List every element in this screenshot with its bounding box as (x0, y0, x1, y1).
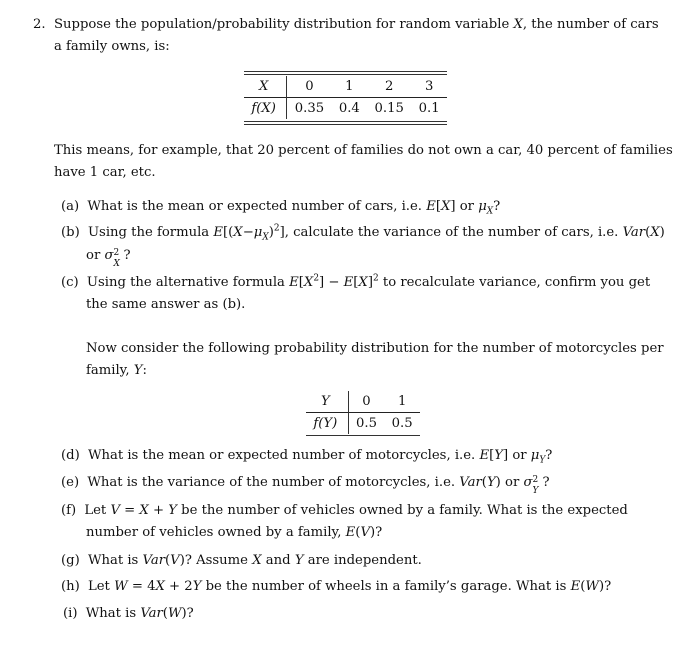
table-x-value-cell: 0.35 (287, 98, 332, 120)
problem-intro-line2: a family owns, is: (54, 39, 170, 54)
part-b-continued: or σ 2 X ? (86, 248, 131, 269)
table-x-header-cell: 3 (424, 79, 434, 94)
table-x-value-row (244, 98, 447, 120)
table-y-value-cell: 0.5 (348, 413, 384, 435)
table-y-value-cell: 0.5 (384, 413, 420, 435)
part-d-label: (d) (61, 448, 80, 463)
part-b-label: (b) (61, 225, 80, 240)
part-c: (c) Using the alternative formula $E[X^2] - E[X]^2$ to recalculate variance, confirm you get (61, 273, 651, 290)
part-a-label: (a) (61, 199, 80, 214)
problem-number: 2. (33, 17, 46, 32)
table-x-header-cell: 1 (345, 79, 354, 94)
table-y-header-cell: 1 (397, 394, 407, 409)
table-y-header-row (306, 391, 420, 413)
part-e-label: (e) (61, 475, 80, 490)
table-y-value-row (306, 413, 420, 435)
table-x-header-cell: 0 (305, 79, 314, 94)
motorcycle-line1: Now consider the following probability distribution for the number of motorcycles per (86, 341, 664, 356)
table-x-value-cell: 0.4 (332, 98, 368, 120)
table-y-header-label: Y (306, 391, 348, 413)
part-g-label: (g) (61, 553, 80, 568)
part-b: (b) Using the formula $E[(X-\mu_X)^2]$, calculate the variance of the number of cars, i.e. Var(X) (61, 223, 665, 243)
explanation-line1: This means, for example, that 20 percent of families do not own a car, 40 percent of families (54, 143, 673, 158)
part-i-label: (i) (63, 606, 78, 621)
table-y-header-cell: 0 (362, 394, 371, 409)
motorcycle-line2: family, Y: (86, 363, 147, 378)
part-a: (a) What is the mean or expected number of cars, i.e. E[X] or $\mu_X$? (61, 199, 501, 217)
table-x-value-cell: 0.1 (411, 98, 447, 120)
table-y-row-label: f(Y) (306, 413, 348, 435)
table-x-header-cell: 2 (385, 79, 394, 94)
problem-intro-line1: Suppose the population/probability distribution for random variable X, the number of cars (54, 17, 659, 32)
part-h-label: (h) (61, 579, 80, 594)
part-c-label: (c) (61, 275, 79, 290)
part-f: (f) Let V = X + Y be the number of vehicles owned by a family. What is the expected (61, 503, 628, 518)
table-x-header-label: X (244, 76, 287, 98)
part-f-label: (f) (61, 503, 77, 518)
part-e: (e) What is the variance of the number of motorcycles, i.e. Var(Y) or σ 2 Y ? (61, 475, 550, 496)
part-d: (d) What is the mean or expected number of motorcycles, i.e. E[Y] or $\mu_Y$? (61, 448, 553, 466)
part-f-continued: number of vehicles owned by a family, E(V)? (86, 525, 383, 540)
table-x-value-cell: 0.15 (367, 98, 411, 120)
explanation-line2: have 1 car, etc. (54, 165, 156, 180)
part-g: (g) What is Var(V)? Assume X and Y are independent. (61, 553, 422, 568)
part-i: (i) What is Var(W)? (63, 606, 194, 621)
table-x-header-row (244, 76, 447, 98)
part-h: (h) Let W = 4X + 2Y be the number of wheels in a family’s garage. What is E(W)? (61, 579, 612, 594)
table-x-row-label: f(X) (244, 98, 287, 120)
part-c-continued: the same answer as (b). (86, 297, 246, 312)
